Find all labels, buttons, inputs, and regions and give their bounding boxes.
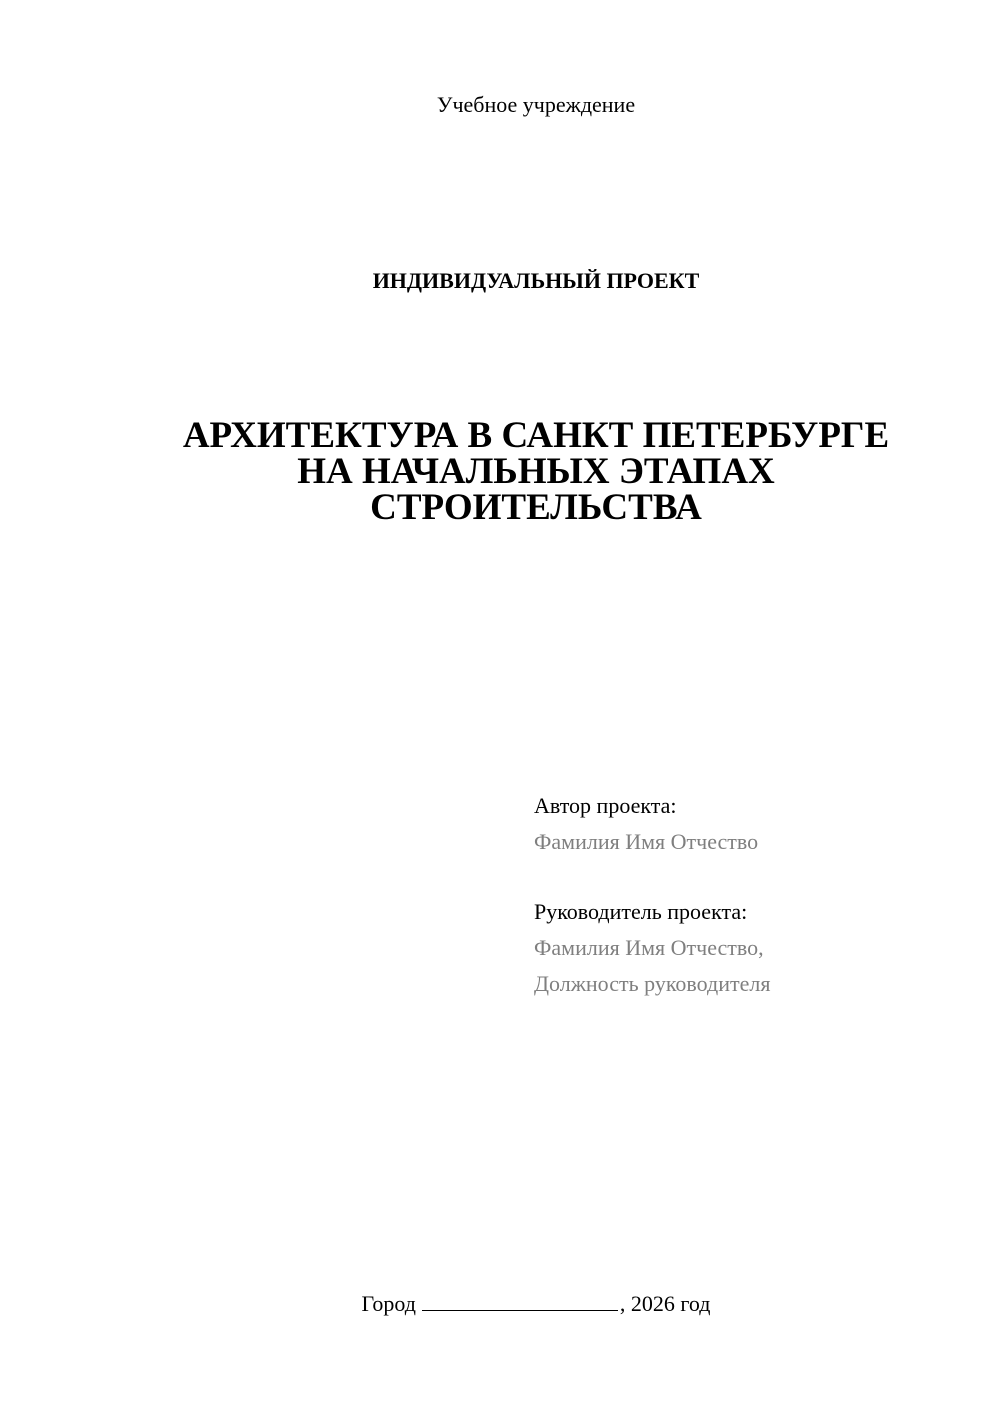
institution-name: Учебное учреждение (436, 92, 636, 117)
author-name: Фамилия Имя Отчество (534, 829, 759, 854)
supervisor-name: Фамилия Имя Отчество, (534, 935, 764, 960)
city-blank-underline (422, 1290, 618, 1311)
supervisor-label: Руководитель проекта: (534, 899, 748, 924)
city-label: Город (361, 1291, 416, 1316)
supervisor-position: Должность руководителя (534, 971, 771, 996)
author-label: Автор проекта: (534, 793, 677, 818)
project-type-heading: ИНДИВИДУАЛЬНЫЙ ПРОЕКТ (372, 268, 700, 293)
city-year-line (0, 1289, 1000, 1319)
project-title-line-1: АРХИТЕКТУРА В САНКТ ПЕТЕРБУРГЕ (182, 415, 890, 456)
project-title-line-2: НА НАЧАЛЬНЫХ ЭТАПАХ (297, 451, 775, 492)
credits-spacer (534, 860, 974, 894)
year-text: , 2026 год (619, 1291, 711, 1316)
project-title-line-3: СТРОИТЕЛЬСТВА (370, 487, 702, 528)
credits-block (534, 788, 974, 1002)
project-title (0, 415, 1000, 528)
